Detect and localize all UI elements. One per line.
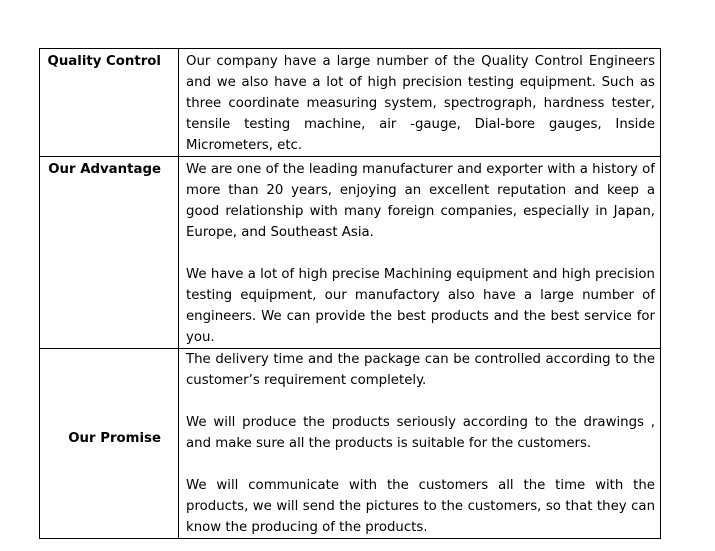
row-label-quality-control: Quality Control (47, 54, 161, 69)
our-promise-paragraph-3: We will communicate with the customers all the time with the products, we will send the pictures to the customers, so that they can know the producing of the products. (186, 478, 655, 535)
row-text-cell (179, 49, 661, 157)
table-row-our-advantage (40, 157, 661, 349)
table-row-quality-control (40, 49, 661, 157)
info-table (39, 48, 661, 539)
row-label-cell (40, 349, 179, 539)
our-advantage-paragraph-1: We are one of the leading manufacturer and exporter with a history of more than 20 years, enjoying an excellent reputation and keep a good relationship with many foreign companies, especially in Japan, Europe, and Southeast Asia. (186, 162, 655, 240)
row-label-cell (40, 49, 179, 157)
our-advantage-paragraph-2: We have a lot of high precise Machining equipment and high precision testing equipment, our manufactory also have a large number of engineers. We can provide the best products and the best service for you. (186, 267, 655, 345)
quality-control-paragraph-1: Our company have a large number of the Quality Control Engineers and we also have a lot of high precision testing equipment. Such as three coordinate measuring system, spectrograph, hardness tester, tensile testing machine, air -gauge, Dial-bore gauges, Inside Micrometers, etc. (186, 54, 655, 153)
row-label-our-promise: Our Promise (68, 431, 161, 446)
table-row-our-promise (40, 349, 661, 539)
our-promise-paragraph-2: We will produce the products seriously according to the drawings , and make sure all the products is suitable for the customers. (186, 415, 655, 451)
row-label-our-advantage: Our Advantage (48, 162, 161, 177)
row-label-cell (40, 157, 179, 349)
row-text-cell (179, 349, 661, 539)
row-text-cell (179, 157, 661, 349)
our-promise-paragraph-1: The delivery time and the package can be controlled according to the customer’s requirement completely. (186, 352, 655, 388)
